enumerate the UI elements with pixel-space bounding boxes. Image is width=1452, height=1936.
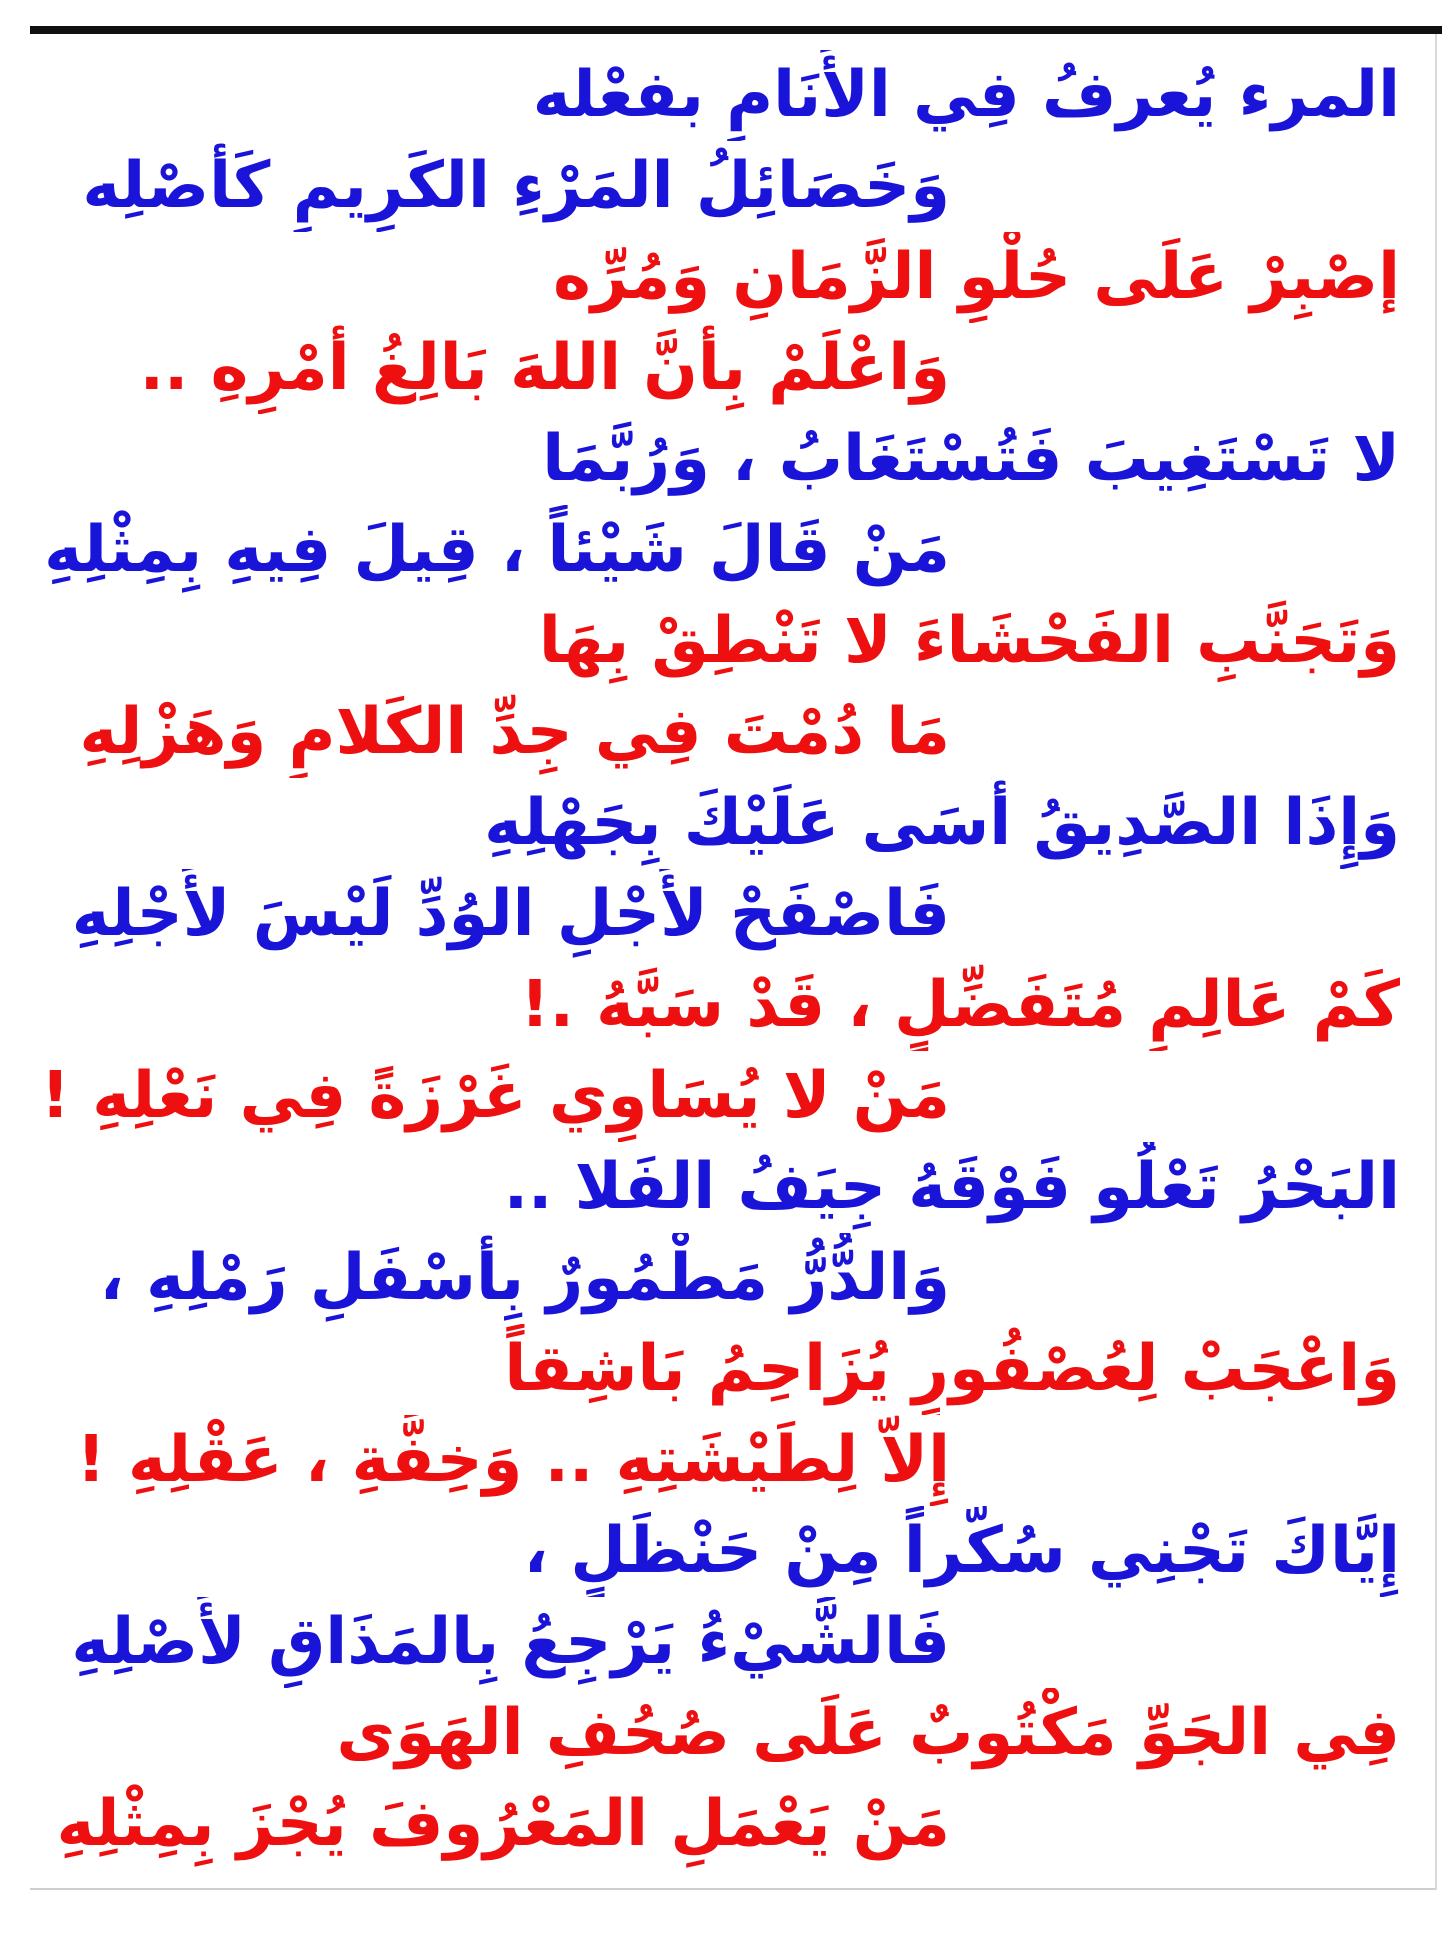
poem-line: فَالشَّيْءُ يَرْجِعُ بِالمَذَاقِ لأَصْلِهِ	[71, 1605, 950, 1679]
poem-line: كَمْ عَالِمٍ مُتَفَضِّلٍ ، قَدْ سَبَّهُ .!	[520, 968, 1400, 1042]
poem-line: فِي الجَوِّ مَكْتُوبٌ عَلَى صُحُفِ الهَوَى	[336, 1696, 1400, 1770]
poem-text	[40, 50, 1400, 1870]
poem-line: وَخَصَائِلُ المَرْءِ الكَرِيمِ كَأَصْلِه	[82, 149, 950, 223]
poem-line: مَا دُمْتَ فِي جِدِّ الكَلامِ وَهَزْلِهِ	[79, 695, 950, 769]
poem-line: وَاعْلَمْ بِأَنَّ اللهَ بَالِغُ أَمْرِهِ ..	[139, 331, 950, 405]
poem-line: إصْبِرْ عَلَى حُلْوِ الزَّمَانِ وَمُرِّه	[553, 240, 1400, 314]
poem-line: إِلاَّ لِطَيْشَتِهِ .. وَخِفَّةِ ، عَقْلِهِ !	[76, 1423, 950, 1497]
poem-line: وَتَجَنَّبِ الفَحْشَاءَ لا تَنْطِقْ بِهَا	[538, 604, 1400, 678]
poem-line: مَنْ قَالَ شَيْئاً ، قِيلَ فِيهِ بِمِثْلِهِ	[44, 513, 950, 587]
poem-line: المرء يُعرفُ فِي الأَنَامِ بفعْله	[532, 58, 1400, 132]
poem-line: وَاعْجَبْ لِعُصْفُورٍ يُزَاحِمُ بَاشِقاً	[504, 1332, 1400, 1406]
bottom-divider	[30, 1888, 1435, 1890]
poem-line: فَاصْفَحْ لأَجْلِ الوُدِّ لَيْسَ لأَجْلِهِ	[71, 877, 950, 951]
poem-line: مَنْ يَعْمَلِ المَعْرُوفَ يُجْزَ بِمِثْلِهِ	[56, 1787, 950, 1861]
poem-line: البَحْرُ تَعْلُو فَوْقَهُ جِيَفُ الفَلا ..	[503, 1150, 1400, 1224]
top-divider	[30, 26, 1442, 34]
poem-line: إِيَّاكَ تَجْنِي سُكَّراً مِنْ حَنْظَلٍ ،	[523, 1514, 1400, 1588]
poem-line: مَنْ لا يُسَاوِي غَرْزَةً فِي نَعْلِهِ !	[40, 1059, 950, 1133]
right-border	[1435, 34, 1437, 1890]
poem-line: وَإِذَا الصَّدِيقُ أَسَى عَلَيْكَ بِجَهْلِهِ	[484, 786, 1400, 860]
poem-line: وَالدُّرُّ مَطْمُورٌ بِأَسْفَلِ رَمْلِهِ ،	[99, 1241, 950, 1315]
poem-line: لا تَسْتَغِيبَ فَتُسْتَغَابُ ، وَرُبَّمَا	[542, 422, 1400, 496]
